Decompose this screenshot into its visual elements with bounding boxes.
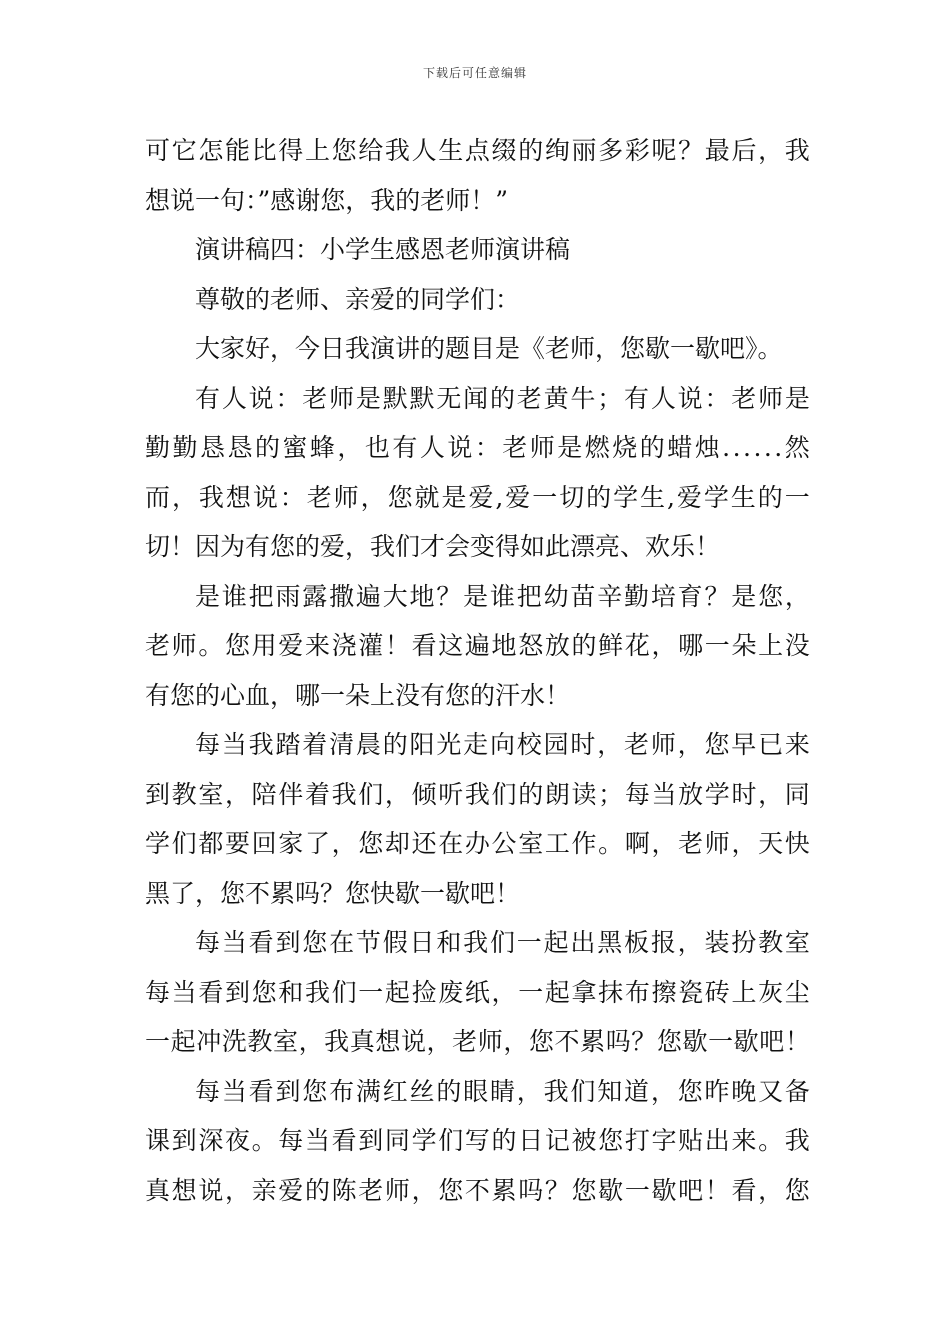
text-line: 每 当 看 到 您 布 满 红 丝 的 眼 睛 ， 我 们 知 道 ， 您 昨 晚 又 备 bbox=[195, 1076, 810, 1106]
text-line: 每 当 看 到 您 和 我 们 一 起 捡 废 纸 ， 一 起 拿 抹 布 擦 瓷 砖 上 灰 尘 bbox=[145, 977, 810, 1007]
text-line: 是 谁 把 雨 露 撒 遍 大 地 ？ 是 谁 把 幼 苗 辛 勤 培 育 ？ 是 您 ， bbox=[195, 581, 810, 611]
text-line: 真 想 说 ， 亲 爱 的 陈 老 师 ， 您 不 累 吗 ？ 您 歇 一 歇 吧 ！ 看 ， 您 bbox=[145, 1175, 810, 1205]
text-line: 每 当 看 到 您 在 节 假 日 和 我 们 一 起 出 黑 板 报 ， 装 扮 教 室 bbox=[195, 928, 810, 957]
text-line: 一 起 冲 洗 教 室 ， 我 真 想 说 ， 老 师 ， 您 不 累 吗 ？ 您 歇 一 歇 吧 ！ bbox=[145, 1027, 810, 1056]
document-body bbox=[145, 126, 810, 1215]
text-line: 有 人 说 ： 老 师 是 默 默 无 闻 的 老 黄 牛 ； 有 人 说 ： 老 师 是 bbox=[195, 383, 810, 413]
text-line: 老 师 。 您 用 爱 来 浇 灌 ！ 看 这 遍 地 怒 放 的 鲜 花 ， 哪 一 朵 上 没 bbox=[145, 631, 810, 660]
text-line: 每 当 我 踏 着 清 晨 的 阳 光 走 向 校 园 时 ， 老 师 ， 您 早 已 来 bbox=[195, 730, 810, 759]
page-header: 下载后可任意编辑 bbox=[422, 66, 527, 80]
text-line: 想说一句：”感谢您，我的老师！” bbox=[145, 185, 509, 215]
text-line: 大家好，今日我演讲的题目是《老师，您歇一歇吧》。 bbox=[195, 334, 783, 363]
text-line: 黑了，您不累吗？您快歇一歇吧！ bbox=[145, 878, 521, 908]
text-line: 有您的心血，哪一朵上没有您的汗水！ bbox=[145, 680, 571, 710]
text-line: 演讲稿四：小学生感恩老师演讲稿 bbox=[195, 235, 571, 264]
text-line: 尊敬的老师、亲爱的同学们： bbox=[195, 284, 521, 314]
text-line: 而 ， 我 想 说 ： 老 师 ， 您 就 是 爱 , 爱 一 切 的 学 生 , 爱 学 生 的 一 bbox=[145, 482, 810, 512]
text-line: 课 到 深 夜 。 每 当 看 到 同 学 们 写 的 日 记 被 您 打 字 贴 出 来 。 我 bbox=[145, 1126, 810, 1155]
text-line: 到 教 室 ， 陪 伴 着 我 们 ， 倾 听 我 们 的 朗 读 ； 每 当 放 学 时 ， 同 bbox=[145, 779, 810, 809]
text-line: 勤 勤 恳 恳 的 蜜 蜂 ， 也 有 人 说 ： 老 师 是 燃 烧 的 蜡 烛 . . . . . . 然 bbox=[145, 433, 810, 462]
text-line: 可 它 怎 能 比 得 上 您 给 我 人 生 点 缀 的 绚 丽 多 彩 呢 ？ 最 后 ， 我 bbox=[145, 136, 810, 165]
text-line: 切！因为有您的爱，我们才会变得如此漂亮、欢乐！ bbox=[145, 532, 721, 561]
text-line: 学 们 都 要 回 家 了 ， 您 却 还 在 办 公 室 工 作 。 啊 ， 老 师 ， 天 快 bbox=[145, 829, 810, 858]
